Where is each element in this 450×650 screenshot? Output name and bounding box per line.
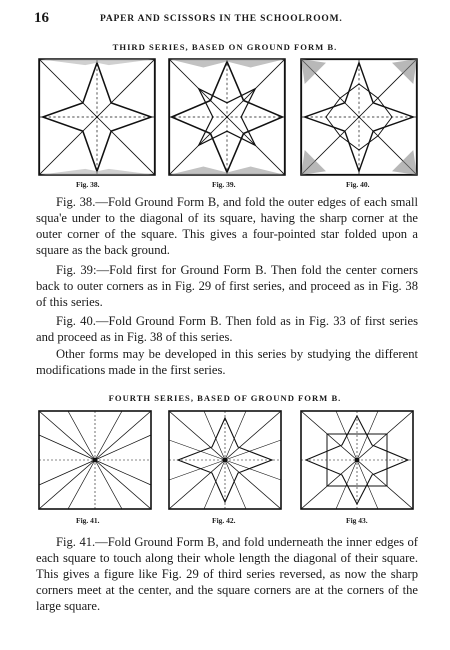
paragraph-fig-39: Fig. 39:—Fold first for Ground Form B. Then fold the center corners back to outer corners as in Fig. 29 of first series, and proceed as in Fig. 38 of this series. bbox=[36, 263, 418, 309]
fig-38-illustration bbox=[38, 58, 156, 176]
fig-40-caption: Fig. 40. bbox=[346, 180, 370, 189]
fig-43-caption: Fig 43. bbox=[346, 516, 368, 525]
fourth-series-heading: FOURTH SERIES, BASED OF GROUND FORM B. bbox=[108, 393, 342, 403]
fig-40-illustration bbox=[300, 58, 418, 176]
paragraph-fig-41: Fig. 41.—Fold Ground Form B, and fold underneath the inner edges of each square to touch along their whole length the diagonal of their square. This gives a figure like Fig. 29 of third series reversed, as now the sharp corners meet at the center, and the square corners are at the corners of the large square. bbox=[36, 535, 418, 613]
paragraph-other-forms: Other forms may be developed in this series by studying the different modifications made in the first series. bbox=[36, 347, 418, 377]
paragraph-fig-38: Fig. 38.—Fold Ground Form B, and fold the outer edges of each small squa'e under to the diagonal of its square, having the sharp corner at the outer corner of the square. This gives a four-pointed star folded upon a square as the back ground. bbox=[36, 195, 418, 257]
fig-39-diagram bbox=[168, 58, 286, 176]
page-number: 16 bbox=[34, 10, 49, 26]
fig-43-illustration bbox=[300, 410, 414, 510]
third-series-figures bbox=[30, 58, 424, 198]
fig-41-caption: Fig. 41. bbox=[76, 516, 100, 525]
fig-42-caption: Fig. 42. bbox=[212, 516, 236, 525]
fig-40-diagram bbox=[300, 58, 418, 176]
fig-38-caption: Fig. 38. bbox=[76, 180, 100, 189]
paragraph-fig-40: Fig. 40.—Fold Ground Form B. Then fold as in Fig. 33 of first series and proceed as in Fig. 38 of this series. bbox=[36, 314, 418, 344]
fig-42-diagram bbox=[168, 410, 282, 510]
third-series-heading: THIRD SERIES, BASED ON GROUND FORM B. bbox=[112, 42, 338, 52]
fig-41-illustration bbox=[38, 410, 152, 510]
fig-39-illustration bbox=[168, 58, 286, 176]
fig-39-caption: Fig. 39. bbox=[212, 180, 236, 189]
fig-38-diagram bbox=[38, 58, 156, 176]
running-title: PAPER AND SCISSORS IN THE SCHOOLROOM. bbox=[100, 14, 343, 24]
fourth-series-figures bbox=[30, 410, 424, 530]
fig-43-diagram bbox=[300, 410, 414, 510]
running-head bbox=[34, 10, 424, 30]
fig-42-illustration bbox=[168, 410, 282, 510]
fig-41-diagram bbox=[38, 410, 152, 510]
